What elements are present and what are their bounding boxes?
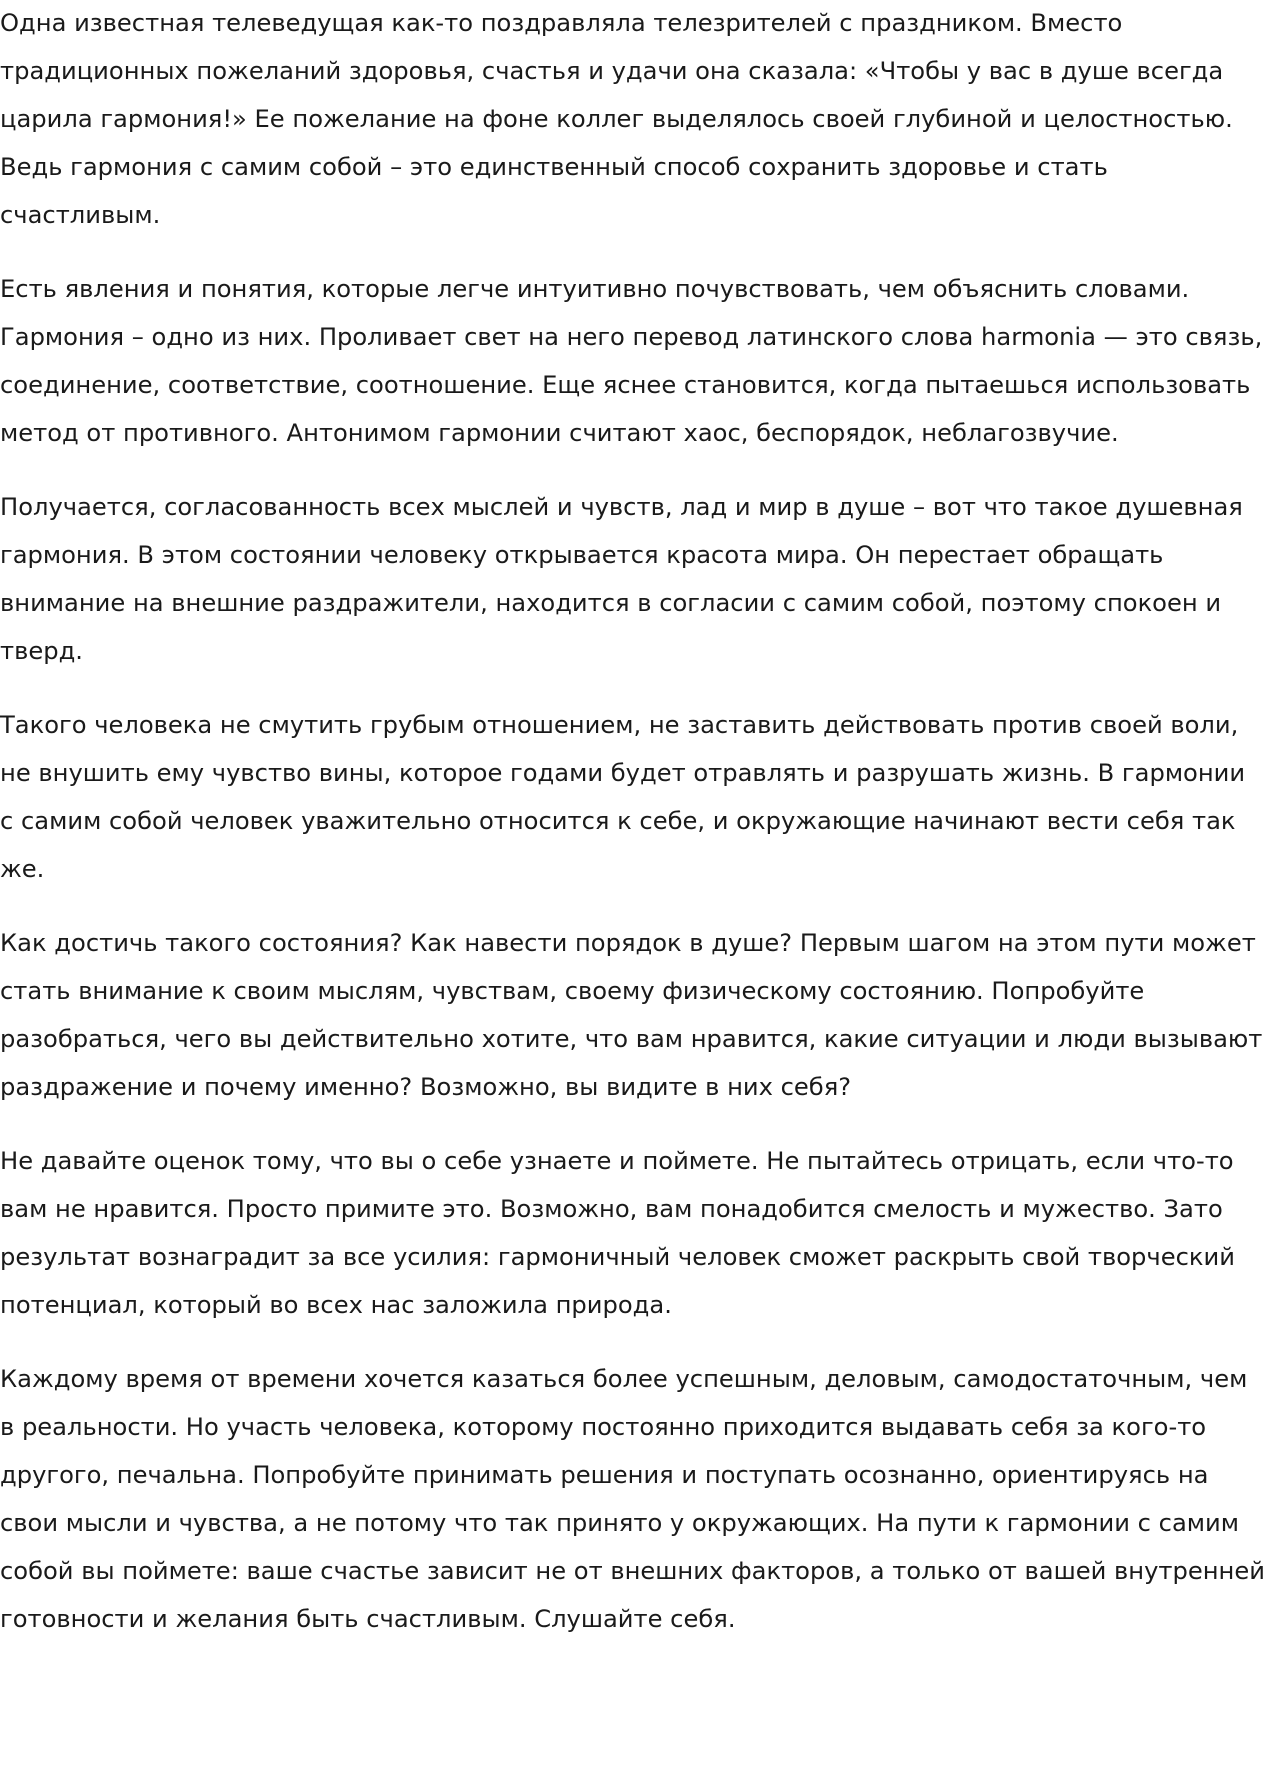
article-paragraph-2: Есть явления и понятия, которые легче интуитивно почувствовать, чем объяснить словами. Гармония – одно из них. Проливает свет на него перевод латинского слова harmonia — это связь, соединение, соответствие, соотношение. Еще яснее становится, когда пытаешься использовать метод от противного. Антонимом гармонии считают хаос, беспорядок, неблагозвучие.: [0, 275, 1263, 447]
article-paragraph-6: Не давайте оценок тому, что вы о себе узнаете и поймете. Не пытайтесь отрицать, если что-то вам не нравится. Просто примите это. Возможно, вам понадобится смелость и мужество. Зато результат вознаградит за все усилия: гармоничный человек сможет раскрыть свой творческий потенциал, который во всех нас заложила природа.: [0, 1147, 1235, 1319]
article-paragraph-3: Получается, согласованность всех мыслей и чувств, лад и мир в душе – вот что такое душевная гармония. В этом состоянии человеку открывается красота мира. Он перестает обращать внимание на внешние раздражители, находится в согласии с самим собой, поэтому спокоен и тверд.: [0, 493, 1243, 665]
article-paragraph-1: Одна известная телеведущая как-то поздравляла телезрителей с праздником. Вместо традиционных пожеланий здоровья, счастья и удачи она сказала: «Чтобы у вас в душе всегда царила гармония!» Ее пожелание на фоне коллег выделялось своей глубиной и целостностью. Ведь гармония с самим собой – это единственный способ сохранить здоровье и стать счастливым.: [0, 9, 1233, 229]
article-paragraph-5: Как достичь такого состояния? Как навести порядок в душе? Первым шагом на этом пути может стать внимание к своим мыслям, чувствам, своему физическому состоянию. Попробуйте разобраться, чего вы действительно хотите, что вам нравится, какие ситуации и люди вызывают раздражение и почему именно? Возможно, вы видите в них себя?: [0, 929, 1263, 1101]
article-paragraph-4: Такого человека не смутить грубым отношением, не заставить действовать против своей воли, не внушить ему чувство вины, которое годами будет отравлять и разрушать жизнь. В гармонии с самим собой человек уважительно относится к себе, и окружающие начинают вести себя так же.: [0, 711, 1246, 883]
article-paragraph-7: Каждому время от времени хочется казаться более успешным, деловым, самодостаточным, чем в реальности. Но участь человека, которому постоянно приходится выдавать себя за кого-то другого, печальна. Попробуйте принимать решения и поступать осознанно, ориентируясь на свои мысли и чувства, а не потому что так принято у окружающих. На пути к гармонии с самим собой вы поймете: ваше счастье зависит не от внешних факторов, а только от вашей внутренней готовности и желания быть счастливым. Слушайте себя.: [0, 1365, 1265, 1633]
